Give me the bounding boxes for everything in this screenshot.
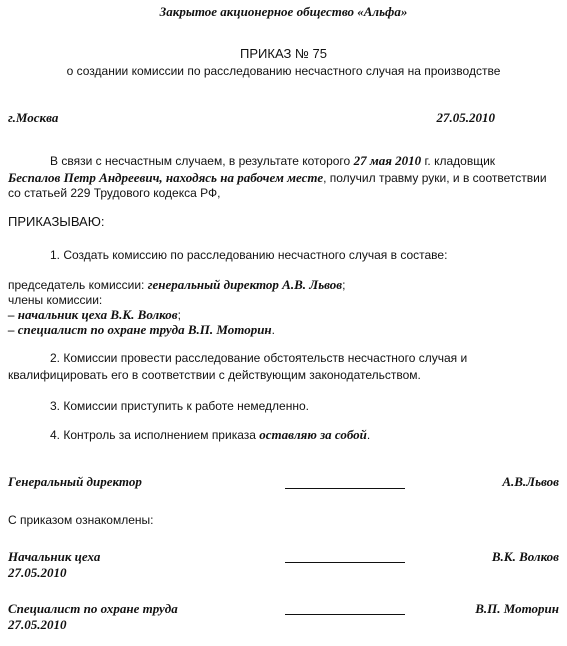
item-2-line-1: 2. Комиссии провести расследование обстоятельств несчастного случая и <box>50 351 468 365</box>
members-label: члены комиссии: <box>8 293 103 307</box>
item-4 <box>50 427 370 443</box>
intro-text: В связи с несчастным случаем, в результате которого <box>50 154 351 168</box>
member-1-value: – начальник цеха В.К. Волков <box>8 307 178 322</box>
item-4-text: 4. Контроль за исполнением приказа <box>50 428 256 442</box>
member-1 <box>8 307 181 323</box>
signature-name: А.В.Львов <box>502 474 559 489</box>
signature-title: Генеральный директор <box>8 474 142 489</box>
ack-2-name: В.П. Моторин <box>475 601 559 616</box>
intro-line-3: со статьей 229 Трудового кодекса РФ, <box>8 186 221 200</box>
ack-1-signature-line <box>285 562 405 563</box>
org-name: Закрытое акционерное общество «Альфа» <box>159 4 408 19</box>
item-4-bold: оставляю за собой <box>259 427 367 442</box>
chair-end: ; <box>342 278 346 292</box>
order-date: 27.05.2010 <box>436 110 495 125</box>
acquainted-label: С приказом ознакомлены: <box>8 513 154 527</box>
commission-chair <box>8 277 345 293</box>
item-4-end: . <box>366 428 371 442</box>
member-2-value: – специалист по охране труда В.П. Моторин <box>8 322 272 337</box>
ack-2-signature-line <box>285 614 405 615</box>
ack-2-title: Специалист по охране труда <box>8 601 178 616</box>
chair-value: генеральный директор А.В. Львов <box>147 277 343 292</box>
ack-1-name: В.К. Волков <box>491 549 559 564</box>
order-subject: о создании комиссии по расследованию несчастного случая на производстве <box>66 64 501 78</box>
ack-1-title: Начальник цеха <box>8 549 101 564</box>
item-1: 1. Создать комиссию по расследованию несчастного случая в составе: <box>50 248 448 262</box>
intro-line-1 <box>50 153 495 169</box>
ack-2-date: 27.05.2010 <box>8 617 67 632</box>
chair-label: председатель комиссии: <box>8 278 145 292</box>
member-2-end: . <box>271 323 275 337</box>
intro-date: 27 мая 2010 <box>353 153 422 168</box>
member-2 <box>8 322 275 338</box>
employee-name: Беспалов Петр Андреевич, находясь на рабочем месте <box>8 170 324 185</box>
intro-injury: , получил травму руки, и в соответствии <box>323 171 547 185</box>
item-3: 3. Комиссии приступить к работе немедленно. <box>50 399 309 413</box>
city: г.Москва <box>8 110 59 125</box>
order-word: ПРИКАЗЫВАЮ: <box>8 214 105 229</box>
ack-1-date: 27.05.2010 <box>8 565 67 580</box>
intro-tail: г. кладовщик <box>424 154 496 168</box>
item-2-line-2: квалифицировать его в соответствии с действующим законодательством. <box>8 368 421 382</box>
signature-line <box>285 488 405 489</box>
intro-line-2 <box>8 170 547 186</box>
member-1-end: ; <box>177 308 181 322</box>
order-title: ПРИКАЗ № 75 <box>240 46 327 61</box>
